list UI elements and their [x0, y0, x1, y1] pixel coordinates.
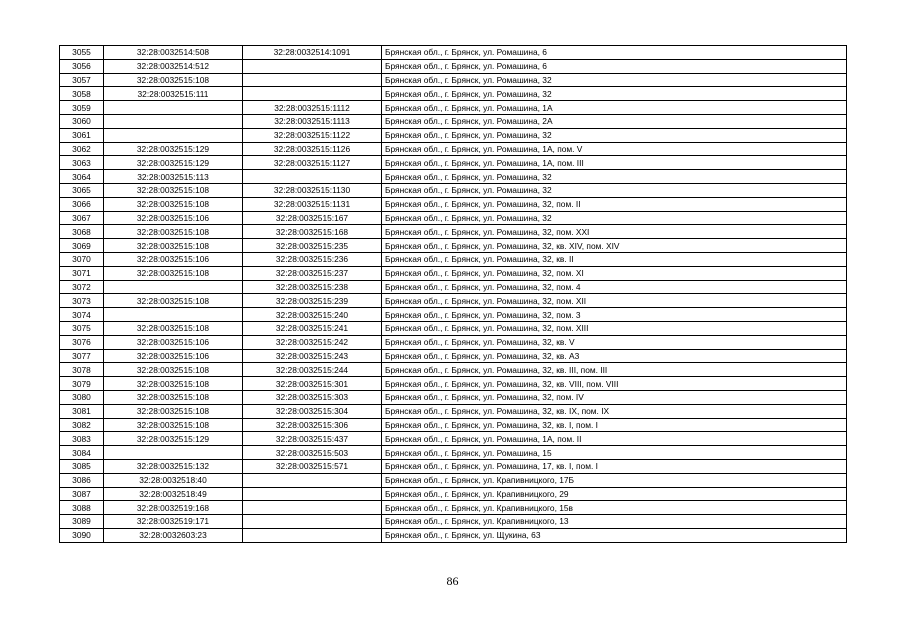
- table-row: [60, 197, 847, 211]
- address-cell: Брянская обл., г. Брянск, ул. Ромашина, 32: [382, 87, 847, 101]
- address-cell: Брянская обл., г. Брянск, ул. Ромашина, 32, пом. XIII: [382, 321, 847, 335]
- row-number-cell: 3063: [60, 156, 104, 170]
- row-number-cell: 3071: [60, 266, 104, 280]
- table-row: [60, 156, 847, 170]
- object-cadastral-number-cell: 32:28:0032515:244: [243, 363, 382, 377]
- row-number-cell: 3085: [60, 459, 104, 473]
- row-number-cell: 3074: [60, 308, 104, 322]
- page-number: 86: [446, 574, 459, 588]
- row-number-cell: 3055: [60, 46, 104, 60]
- row-number-cell: 3060: [60, 114, 104, 128]
- cadastral-number-cell: 32:28:0032514:508: [104, 46, 243, 60]
- object-cadastral-number-cell: [243, 515, 382, 529]
- table-row: [60, 59, 847, 73]
- table-row: [60, 211, 847, 225]
- cadastral-number-cell: [104, 280, 243, 294]
- table-row: [60, 170, 847, 184]
- cadastral-number-cell: 32:28:0032515:108: [104, 404, 243, 418]
- object-cadastral-number-cell: [243, 473, 382, 487]
- table-row: [60, 46, 847, 60]
- table-row: [60, 528, 847, 542]
- object-cadastral-number-cell: 32:28:0032515:304: [243, 404, 382, 418]
- object-cadastral-number-cell: 32:28:0032515:1127: [243, 156, 382, 170]
- cadastral-number-cell: 32:28:0032515:108: [104, 363, 243, 377]
- cadastral-number-cell: 32:28:0032519:171: [104, 515, 243, 529]
- row-number-cell: 3057: [60, 73, 104, 87]
- cadastral-number-cell: 32:28:0032603:23: [104, 528, 243, 542]
- table-row: [60, 294, 847, 308]
- row-number-cell: 3070: [60, 252, 104, 266]
- address-cell: Брянская обл., г. Брянск, ул. Ромашина, 32: [382, 128, 847, 142]
- table-row: [60, 473, 847, 487]
- object-cadastral-number-cell: 32:28:0032515:571: [243, 459, 382, 473]
- table-row: [60, 87, 847, 101]
- cadastral-number-cell: 32:28:0032515:108: [104, 418, 243, 432]
- object-cadastral-number-cell: 32:28:0032515:306: [243, 418, 382, 432]
- object-cadastral-number-cell: 32:28:0032515:503: [243, 446, 382, 460]
- cadastral-number-cell: 32:28:0032519:168: [104, 501, 243, 515]
- address-cell: Брянская обл., г. Брянск, ул. Ромашина, 32, кв. VIII, пом. VIII: [382, 377, 847, 391]
- row-number-cell: 3058: [60, 87, 104, 101]
- row-number-cell: 3083: [60, 432, 104, 446]
- address-cell: Брянская обл., г. Брянск, ул. Ромашина, 32, пом. XII: [382, 294, 847, 308]
- cadastral-number-cell: 32:28:0032515:108: [104, 377, 243, 391]
- object-cadastral-number-cell: [243, 87, 382, 101]
- cadastral-number-cell: 32:28:0032515:108: [104, 390, 243, 404]
- object-cadastral-number-cell: 32:28:0032515:301: [243, 377, 382, 391]
- row-number-cell: 3064: [60, 170, 104, 184]
- cadastral-number-cell: 32:28:0032515:108: [104, 73, 243, 87]
- object-cadastral-number-cell: 32:28:0032515:1130: [243, 183, 382, 197]
- table-row: [60, 515, 847, 529]
- address-cell: Брянская обл., г. Брянск, ул. Ромашина, 32, кв. V: [382, 335, 847, 349]
- row-number-cell: 3075: [60, 321, 104, 335]
- row-number-cell: 3079: [60, 377, 104, 391]
- address-cell: Брянская обл., г. Брянск, ул. Ромашина, 32, пом. 3: [382, 308, 847, 322]
- cadastral-number-cell: [104, 114, 243, 128]
- object-cadastral-number-cell: 32:28:0032515:243: [243, 349, 382, 363]
- address-cell: Брянская обл., г. Брянск, ул. Ромашина, 1А, пом. II: [382, 432, 847, 446]
- row-number-cell: 3082: [60, 418, 104, 432]
- table-row: [60, 487, 847, 501]
- object-cadastral-number-cell: 32:28:0032515:168: [243, 225, 382, 239]
- row-number-cell: 3062: [60, 142, 104, 156]
- table-row: [60, 377, 847, 391]
- address-cell: Брянская обл., г. Брянск, ул. Ромашина, 32, кв. А3: [382, 349, 847, 363]
- cadastral-number-cell: [104, 128, 243, 142]
- address-cell: Брянская обл., г. Брянск, ул. Ромашина, 32, пом. IV: [382, 390, 847, 404]
- address-cell: Брянская обл., г. Брянск, ул. Ромашина, 17, кв. I, пом. I: [382, 459, 847, 473]
- table-row: [60, 183, 847, 197]
- object-cadastral-number-cell: [243, 73, 382, 87]
- cadastral-number-cell: [104, 308, 243, 322]
- row-number-cell: 3065: [60, 183, 104, 197]
- table-row: [60, 280, 847, 294]
- row-number-cell: 3076: [60, 335, 104, 349]
- object-cadastral-number-cell: 32:28:0032515:1126: [243, 142, 382, 156]
- row-number-cell: 3067: [60, 211, 104, 225]
- table-row: [60, 321, 847, 335]
- cadastral-number-cell: 32:28:0032518:40: [104, 473, 243, 487]
- address-cell: Брянская обл., г. Брянск, ул. Ромашина, 1А, пом. V: [382, 142, 847, 156]
- address-cell: Брянская обл., г. Брянск, ул. Ромашина, 32, пом. 4: [382, 280, 847, 294]
- object-cadastral-number-cell: 32:28:0032515:235: [243, 239, 382, 253]
- address-cell: Брянская обл., г. Брянск, ул. Ромашина, 2А: [382, 114, 847, 128]
- cadastral-number-cell: 32:28:0032515:108: [104, 321, 243, 335]
- table-row: [60, 266, 847, 280]
- object-cadastral-number-cell: [243, 487, 382, 501]
- address-cell: Брянская обл., г. Брянск, ул. Ромашина, 32, кв. I, пом. I: [382, 418, 847, 432]
- cadastral-number-cell: 32:28:0032515:132: [104, 459, 243, 473]
- table-row: [60, 363, 847, 377]
- table-row: [60, 128, 847, 142]
- table-row: [60, 308, 847, 322]
- address-cell: Брянская обл., г. Брянск, ул. Крапивницкого, 15в: [382, 501, 847, 515]
- cadastral-number-cell: 32:28:0032514:512: [104, 59, 243, 73]
- row-number-cell: 3061: [60, 128, 104, 142]
- cadastral-number-cell: 32:28:0032515:108: [104, 294, 243, 308]
- cadastral-number-cell: 32:28:0032515:129: [104, 432, 243, 446]
- table-row: [60, 252, 847, 266]
- table-row: [60, 404, 847, 418]
- table-row: [60, 239, 847, 253]
- row-number-cell: 3077: [60, 349, 104, 363]
- row-number-cell: 3073: [60, 294, 104, 308]
- object-cadastral-number-cell: 32:28:0032515:1113: [243, 114, 382, 128]
- object-cadastral-number-cell: 32:28:0032515:242: [243, 335, 382, 349]
- row-number-cell: 3072: [60, 280, 104, 294]
- address-cell: Брянская обл., г. Брянск, ул. Ромашина, 32, пом. XXI: [382, 225, 847, 239]
- row-number-cell: 3078: [60, 363, 104, 377]
- cadastral-number-cell: 32:28:0032515:106: [104, 211, 243, 225]
- object-cadastral-number-cell: [243, 170, 382, 184]
- cadastral-number-cell: 32:28:0032515:106: [104, 252, 243, 266]
- table-row: [60, 73, 847, 87]
- cadastral-number-cell: 32:28:0032515:106: [104, 349, 243, 363]
- table-row: [60, 349, 847, 363]
- cadastral-number-cell: 32:28:0032515:106: [104, 335, 243, 349]
- object-cadastral-number-cell: 32:28:0032514:1091: [243, 46, 382, 60]
- object-cadastral-number-cell: 32:28:0032515:236: [243, 252, 382, 266]
- cadastral-number-cell: 32:28:0032515:108: [104, 183, 243, 197]
- address-cell: Брянская обл., г. Брянск, ул. Крапивницкого, 13: [382, 515, 847, 529]
- address-cell: Брянская обл., г. Брянск, ул. Ромашина, 1А, пом. III: [382, 156, 847, 170]
- address-cell: Брянская обл., г. Брянск, ул. Ромашина, 32: [382, 170, 847, 184]
- cadastral-number-cell: [104, 446, 243, 460]
- table-row: [60, 142, 847, 156]
- table-row: [60, 418, 847, 432]
- registry-table-body: [60, 46, 847, 543]
- table-row: [60, 390, 847, 404]
- row-number-cell: 3088: [60, 501, 104, 515]
- cadastral-number-cell: [104, 101, 243, 115]
- row-number-cell: 3066: [60, 197, 104, 211]
- address-cell: Брянская обл., г. Брянск, ул. Щукина, 63: [382, 528, 847, 542]
- row-number-cell: 3089: [60, 515, 104, 529]
- address-cell: Брянская обл., г. Брянск, ул. Ромашина, 1А: [382, 101, 847, 115]
- table-row: [60, 225, 847, 239]
- row-number-cell: 3069: [60, 239, 104, 253]
- address-cell: Брянская обл., г. Брянск, ул. Ромашина, 32, кв. IX, пом. IX: [382, 404, 847, 418]
- object-cadastral-number-cell: 32:28:0032515:1122: [243, 128, 382, 142]
- object-cadastral-number-cell: 32:28:0032515:240: [243, 308, 382, 322]
- row-number-cell: 3081: [60, 404, 104, 418]
- table-row: [60, 335, 847, 349]
- object-cadastral-number-cell: 32:28:0032515:237: [243, 266, 382, 280]
- row-number-cell: 3059: [60, 101, 104, 115]
- object-cadastral-number-cell: [243, 59, 382, 73]
- row-number-cell: 3084: [60, 446, 104, 460]
- object-cadastral-number-cell: 32:28:0032515:238: [243, 280, 382, 294]
- address-cell: Брянская обл., г. Брянск, ул. Крапивницкого, 29: [382, 487, 847, 501]
- address-cell: Брянская обл., г. Брянск, ул. Ромашина, 32, пом. II: [382, 197, 847, 211]
- table-row: [60, 446, 847, 460]
- object-cadastral-number-cell: 32:28:0032515:1112: [243, 101, 382, 115]
- table-row: [60, 432, 847, 446]
- object-cadastral-number-cell: [243, 528, 382, 542]
- address-cell: Брянская обл., г. Брянск, ул. Ромашина, 32, пом. XI: [382, 266, 847, 280]
- table-row: [60, 114, 847, 128]
- table-row: [60, 459, 847, 473]
- cadastral-number-cell: 32:28:0032515:108: [104, 239, 243, 253]
- cadastral-number-cell: 32:28:0032515:129: [104, 156, 243, 170]
- row-number-cell: 3090: [60, 528, 104, 542]
- object-cadastral-number-cell: 32:28:0032515:167: [243, 211, 382, 225]
- cadastral-number-cell: 32:28:0032515:108: [104, 225, 243, 239]
- address-cell: Брянская обл., г. Брянск, ул. Ромашина, 32, кв. III, пом. III: [382, 363, 847, 377]
- address-cell: Брянская обл., г. Брянск, ул. Ромашина, 32: [382, 211, 847, 225]
- object-cadastral-number-cell: 32:28:0032515:303: [243, 390, 382, 404]
- row-number-cell: 3086: [60, 473, 104, 487]
- object-cadastral-number-cell: 32:28:0032515:1131: [243, 197, 382, 211]
- object-cadastral-number-cell: 32:28:0032515:241: [243, 321, 382, 335]
- address-cell: Брянская обл., г. Брянск, ул. Ромашина, 32: [382, 183, 847, 197]
- address-cell: Брянская обл., г. Брянск, ул. Ромашина, 32, кв. II: [382, 252, 847, 266]
- object-cadastral-number-cell: 32:28:0032515:437: [243, 432, 382, 446]
- cadastral-number-cell: 32:28:0032515:108: [104, 197, 243, 211]
- row-number-cell: 3068: [60, 225, 104, 239]
- row-number-cell: 3056: [60, 59, 104, 73]
- table-row: [60, 101, 847, 115]
- object-cadastral-number-cell: 32:28:0032515:239: [243, 294, 382, 308]
- table-row: [60, 501, 847, 515]
- cadastral-number-cell: 32:28:0032515:129: [104, 142, 243, 156]
- address-cell: Брянская обл., г. Брянск, ул. Ромашина, 32: [382, 73, 847, 87]
- registry-table: [59, 45, 847, 543]
- cadastral-number-cell: 32:28:0032515:111: [104, 87, 243, 101]
- address-cell: Брянская обл., г. Брянск, ул. Ромашина, 6: [382, 46, 847, 60]
- cadastral-number-cell: 32:28:0032515:113: [104, 170, 243, 184]
- address-cell: Брянская обл., г. Брянск, ул. Крапивницкого, 17Б: [382, 473, 847, 487]
- address-cell: Брянская обл., г. Брянск, ул. Ромашина, 32, кв. XIV, пом. XIV: [382, 239, 847, 253]
- address-cell: Брянская обл., г. Брянск, ул. Ромашина, 6: [382, 59, 847, 73]
- row-number-cell: 3080: [60, 390, 104, 404]
- cadastral-number-cell: 32:28:0032515:108: [104, 266, 243, 280]
- address-cell: Брянская обл., г. Брянск, ул. Ромашина, 15: [382, 446, 847, 460]
- row-number-cell: 3087: [60, 487, 104, 501]
- cadastral-number-cell: 32:28:0032518:49: [104, 487, 243, 501]
- object-cadastral-number-cell: [243, 501, 382, 515]
